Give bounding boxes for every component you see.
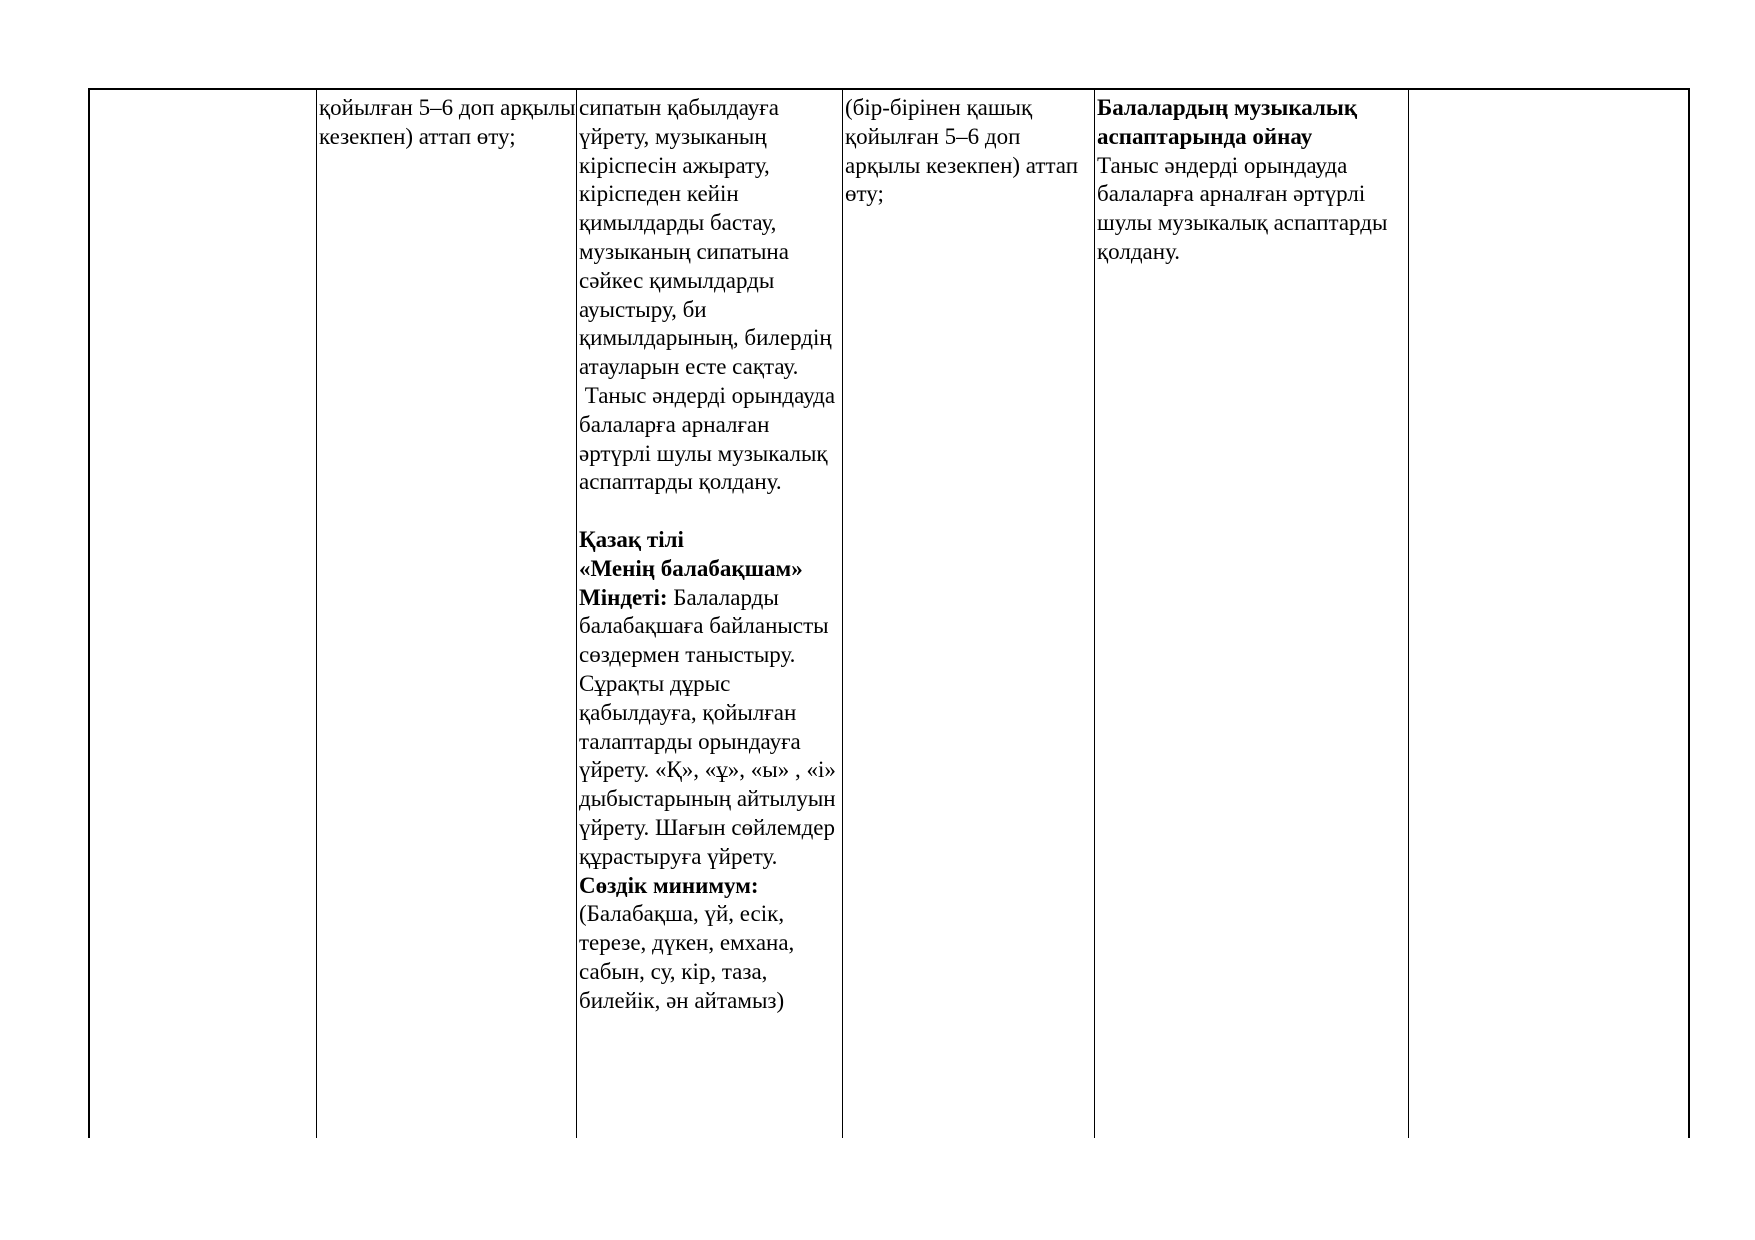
vocab-label: Сөздік минимум: xyxy=(579,872,759,898)
music-description: сипатын қабылдауға үйрету, музыканың кіріспесін ажырату, кіріспеден кейін қимылдарды бастау, музыканың сипатына сәйкес қимылдарды ауыстыру, би қимылдарының, билердің атауларын есте сақтау. xyxy=(579,95,832,380)
task-text: Балаларды балабақшаға байланысты сөздермен таныстыру. Сұрақты дұрыс қабылдауға, қойылған талаптарды орындауға үйрету. «Қ», «ұ», «ы» , «і» дыбыстарының айтылуын үйрету. Шағын сөйлемдер құрастыруға үйрету. xyxy=(579,584,836,869)
activity-text: Таныс әндерді орындауда балаларға арналған әртүрлі шулы музыкалық аспаптарды қолдану. xyxy=(1097,152,1388,264)
task-paragraph xyxy=(579,584,842,872)
cell-text: қойылған 5–6 доп арқылы кезекпен) аттап өту; xyxy=(319,95,576,149)
table-cell-col2 xyxy=(316,90,576,1138)
music-instruments-text: Таныс әндерді орындауда балаларға арналған әртүрлі шулы музыкалық аспаптарды қолдану. xyxy=(579,382,841,495)
activity-title: Балалардың музыкалық аспаптарында ойнау xyxy=(1097,95,1358,149)
vocab-text: (Балабақша, үй, есік, терезе, дүкен, емхана, сабын, су, кір, таза, билейік, ән айтамыз) xyxy=(579,901,795,1013)
table-cell-col1 xyxy=(90,90,316,1138)
schedule-table xyxy=(88,88,1690,1138)
table-cell-col3 xyxy=(576,90,842,1138)
topic-heading: «Менің балабақшам» xyxy=(579,555,803,581)
table-cell-col5 xyxy=(1094,90,1408,1138)
table-cell-col6 xyxy=(1408,90,1688,1138)
spacer xyxy=(579,497,842,526)
cell-text: (бір-бірінен қашық қойылған 5–6 доп арқылы кезекпен) аттап өту; xyxy=(845,95,1079,207)
task-label: Міндеті: xyxy=(579,584,668,610)
subject-heading: Қазақ тілі xyxy=(579,526,684,552)
table-cell-col4 xyxy=(842,90,1094,1138)
